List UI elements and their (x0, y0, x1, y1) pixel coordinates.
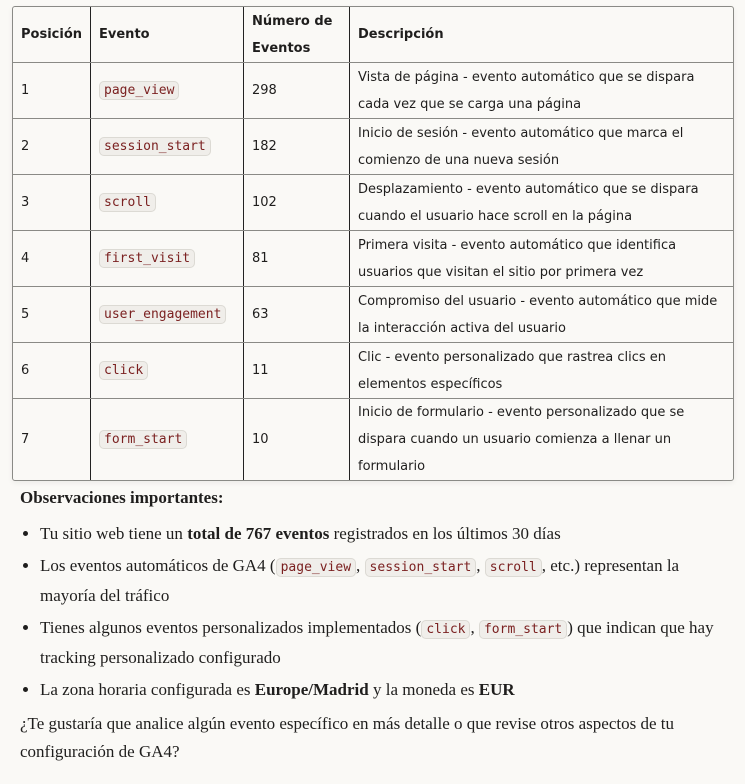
cell-count: 182 (244, 119, 350, 175)
header-description: Descripción (350, 7, 733, 63)
events-table-container (12, 6, 734, 481)
text: La zona horaria configurada es (40, 680, 255, 699)
cell-count: 11 (244, 343, 350, 399)
cell-description: Clic - evento personalizado que rastrea clics en elementos específicos (350, 343, 733, 399)
table-row (13, 287, 733, 343)
inline-code: form_start (479, 620, 567, 639)
text: ) que indican que hay tracking personalizado configurado (40, 618, 714, 667)
header-count: Número de Eventos (244, 7, 350, 63)
cell-event (91, 63, 244, 119)
cell-event (91, 175, 244, 231)
text: , etc.) representan la mayoría del tráfico (40, 556, 680, 605)
table-row (13, 399, 733, 481)
text: registrados en los últimos 30 días (329, 524, 561, 543)
cell-count: 81 (244, 231, 350, 287)
cell-description: Vista de página - evento automático que se dispara cada vez que se carga una página (350, 63, 733, 119)
list-item (40, 520, 720, 548)
follow-up-question: ¿Te gustaría que analice algún evento específico en más detalle o que revise otros aspectos de tu configuración de GA4? (20, 714, 674, 761)
header-event: Evento (91, 7, 244, 63)
cell-description: Desplazamiento - evento automático que se dispara cuando el usuario hace scroll en la página (350, 175, 733, 231)
table-row (13, 119, 733, 175)
cell-event (91, 119, 244, 175)
inline-code: scroll (485, 558, 542, 577)
text: Tienes algunos eventos personalizados implementados ( (40, 618, 422, 637)
cell-event (91, 343, 244, 399)
event-code: session_start (99, 137, 211, 156)
bold-text: Europe/Madrid (254, 680, 369, 699)
table-row (13, 63, 733, 119)
cell-event (91, 287, 244, 343)
text: y la moneda es (368, 680, 479, 699)
cell-description: Compromiso del usuario - evento automático que mide la interacción activa del usuario (350, 287, 733, 343)
notes-section (20, 488, 720, 766)
cell-count: 298 (244, 63, 350, 119)
cell-position: 1 (13, 63, 91, 119)
event-code: scroll (99, 193, 156, 212)
cell-event (91, 399, 244, 481)
table-row (13, 343, 733, 399)
cell-position: 2 (13, 119, 91, 175)
text: Los eventos automáticos de GA4 ( (40, 556, 276, 575)
inline-code: page_view (276, 558, 356, 577)
event-code: click (99, 361, 148, 380)
cell-position: 5 (13, 287, 91, 343)
bold-text: total de 767 eventos (187, 524, 330, 543)
event-code: first_visit (99, 249, 195, 268)
cell-position: 3 (13, 175, 91, 231)
list-item: • Los eventos automáticos de GA4 ( page_view , session_start , scroll , etc.) representan la mayoría del tráfico (40, 552, 720, 610)
event-code: form_start (99, 430, 187, 449)
events-table (13, 7, 733, 480)
inline-code: session_start (365, 558, 477, 577)
event-code: user_engagement (99, 305, 226, 324)
list-item (40, 676, 720, 704)
cell-description: Primera visita - evento automático que identifica usuarios que visitan el sitio por primera vez (350, 231, 733, 287)
cell-position: 7 (13, 399, 91, 481)
table-row (13, 231, 733, 287)
event-code: page_view (99, 81, 179, 100)
cell-position: 6 (13, 343, 91, 399)
cell-count: 10 (244, 399, 350, 481)
list-item: • Tienes algunos eventos personalizados implementados ( click , form_start ) que indican que hay tracking personalizado configurado (40, 614, 720, 672)
cell-position: 4 (13, 231, 91, 287)
cell-event (91, 231, 244, 287)
cell-count: 63 (244, 287, 350, 343)
table-row (13, 175, 733, 231)
text: Tu sitio web tiene un (40, 524, 188, 543)
inline-code: click (421, 620, 470, 639)
cell-description: Inicio de formulario - evento personalizado que se dispara cuando un usuario comienza a llenar un formulario (358, 405, 685, 474)
header-position: Posición (13, 7, 91, 63)
notes-list (20, 520, 720, 704)
table-header-row (13, 7, 733, 63)
cell-count: 102 (244, 175, 350, 231)
bold-text: EUR (478, 680, 515, 699)
notes-heading: Observaciones importantes: (20, 488, 224, 507)
cell-description: Inicio de sesión - evento automático que marca el comienzo de una nueva sesión (350, 119, 733, 175)
